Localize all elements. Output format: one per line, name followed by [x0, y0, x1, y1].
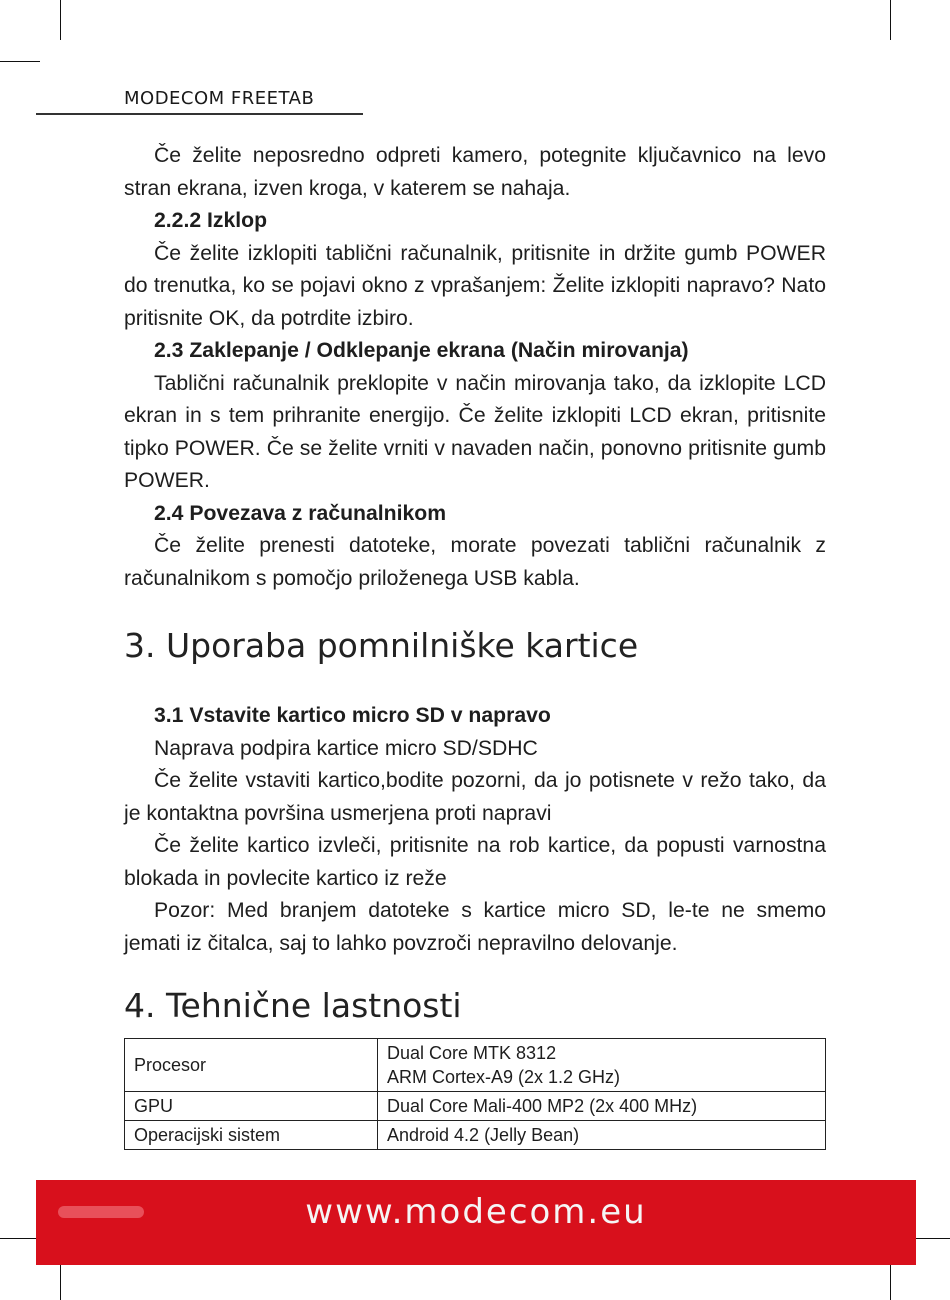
paragraph: Pozor: Med branjem datoteke s kartice micro SD, le-te ne smemo jemati iz čitalca, saj to lahko povzroči nepravilno delovanje. — [124, 899, 826, 955]
crop-mark — [890, 0, 891, 40]
section-heading-3: 3. Uporaba pomnilniške kartice — [124, 626, 639, 665]
paragraph: Če želite izklopiti tablični računalnik, pritisnite in držite gumb POWER do trenutka, ko se pojavi okno z vprašanjem: Želite izklopiti napravo? Nato pritisnite OK, da potrdite izbiro. — [124, 241, 826, 330]
paragraph: Če želite vstaviti kartico,bodite pozorni, da jo potisnete v režo tako, da je kontaktna površina usmerjena proti napravi — [124, 769, 826, 825]
paragraph: Naprava podpira kartice micro SD/SDHC — [154, 736, 538, 760]
subheading-2-3: 2.3 Zaklepanje / Odklepanje ekrana (Način mirovanja) — [154, 339, 689, 362]
table-row — [125, 1092, 826, 1121]
spec-value-line: ARM Cortex-A9 (2x 1.2 GHz) — [387, 1067, 621, 1087]
table-row — [125, 1039, 826, 1092]
page-content — [124, 140, 826, 1026]
spec-value: Dual Core Mali-400 MP2 (2x 400 MHz) — [378, 1092, 826, 1121]
paragraph: Če želite neposredno odpreti kamero, potegnite ključavnico na levo stran ekrana, izven kroga, v katerem se nahaja. — [124, 144, 826, 200]
table-row — [125, 1121, 826, 1150]
footer-banner — [36, 1180, 916, 1265]
spec-value: Android 4.2 (Jelly Bean) — [378, 1121, 826, 1150]
spec-key: GPU — [125, 1092, 378, 1121]
subheading-3-1: 3.1 Vstavite kartico micro SD v napravo — [154, 704, 551, 727]
spec-value-line: Dual Core MTK 8312 — [387, 1043, 557, 1063]
spec-key: Procesor — [125, 1039, 378, 1092]
crop-mark — [910, 1238, 950, 1239]
paragraph: Tablični računalnik preklopite v način mirovanja tako, da izklopite LCD ekran in s tem prihranite energijo. Če želite izklopiti LCD ekran, pritisnite tipko POWER. Če se želite vrniti v navaden način, ponovno pritisnite gumb POWER. — [124, 371, 826, 492]
crop-mark — [0, 61, 40, 62]
crop-mark — [60, 0, 61, 40]
subheading-2-4: 2.4 Povezava z računalnikom — [154, 501, 447, 525]
paragraph: Če želite prenesti datoteke, morate povezati tablični računalnik z računalnikom s pomočjo priloženega USB kabla. — [124, 534, 826, 590]
header-rule — [36, 113, 363, 115]
footer-url[interactable]: www.modecom.eu — [305, 1192, 647, 1232]
paragraph: Če želite kartico izvleči, pritisnite na rob kartice, da popusti varnostna blokada in povlecite kartico iz reže — [124, 834, 826, 890]
crop-mark — [0, 1238, 40, 1239]
running-header: MODECOM FREETAB — [124, 88, 315, 109]
subheading-2-2-2: 2.2.2 Izklop — [154, 209, 268, 232]
spec-key: Operacijski sistem — [125, 1121, 378, 1150]
spec-value — [378, 1039, 826, 1092]
section-heading-4: 4. Tehnične lastnosti — [124, 986, 462, 1025]
spec-table — [124, 1038, 826, 1150]
